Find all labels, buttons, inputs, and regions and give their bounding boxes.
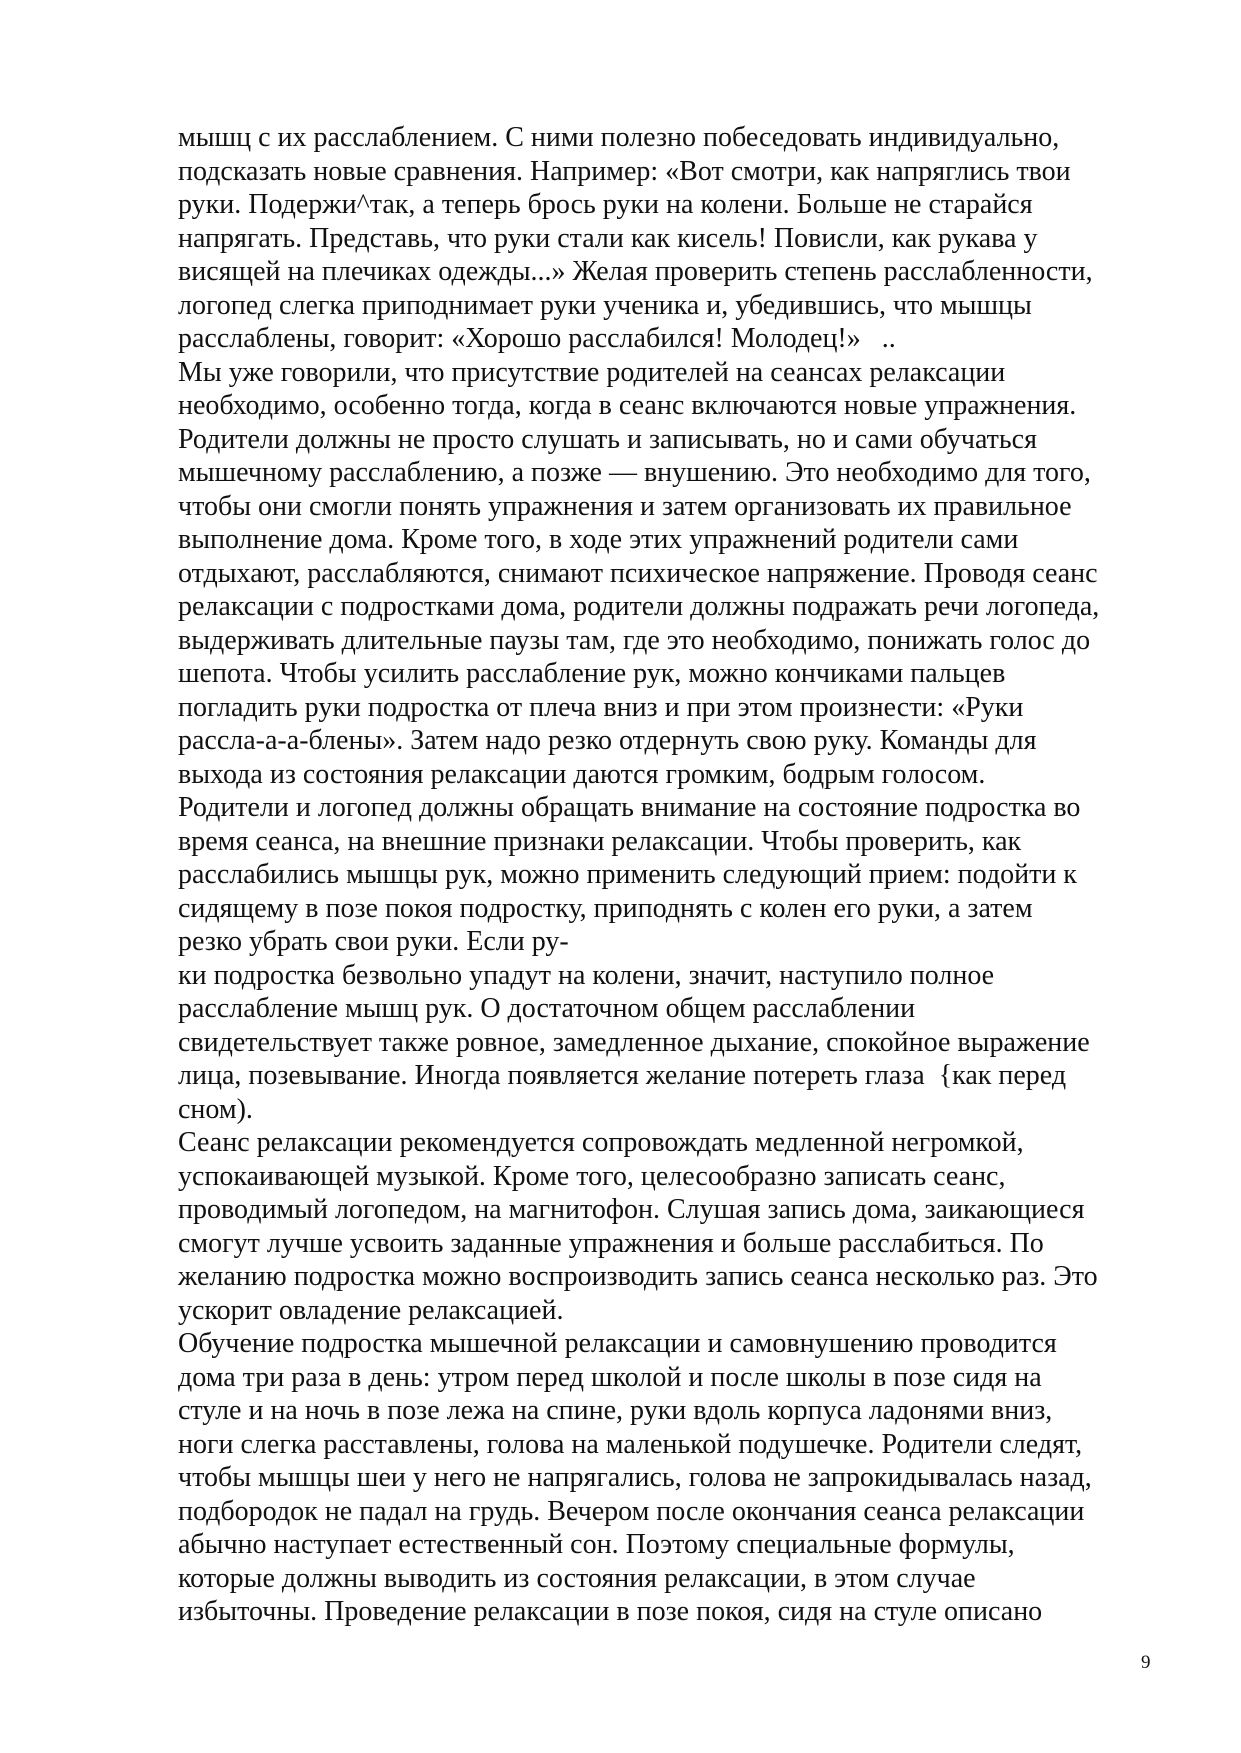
text-line: стуле и на ночь в позе лежа на спине, руки вдоль корпуса ладонями вниз, [178, 1395, 1053, 1426]
text-line: резко убрать свои руки. Если ру- [178, 926, 569, 957]
text-line: ки подростка безвольно упадут на колени, значит, наступило полное [178, 959, 995, 991]
text-line: расслабление мышц рук. О достаточном общем расслаблении [178, 993, 916, 1024]
text-line: рассла-а-а-блены». Затем надо резко отдернуть свою руку. Команды для [178, 725, 1037, 756]
text-line: руки. Подержи^так, а теперь брось руки на колени. Больше не старайся [178, 189, 1033, 220]
text-line: расслаблены, говорит: «Хорошо расслабился! Молодец!» .. [178, 323, 896, 354]
text-line: абычно наступает естественный сон. Поэтому специальные формулы, [178, 1529, 1015, 1560]
text-line: Родители должны не просто слушать и записывать, но и сами обучаться [178, 423, 1037, 455]
text-line: избыточны. Проведение релаксации в позе покоя, сидя на стуле описано [178, 1596, 1043, 1627]
text-line: напрягать. Представь, что руки стали как кисель! Повисли, как рукава у [178, 222, 1038, 254]
text-line: погладить руки подростка от плеча вниз и при этом произнести: «Руки [178, 691, 1024, 723]
text-line: Сеанс релаксации рекомендуется сопровождать медленной негромкой, [178, 1127, 1024, 1158]
text-line: висящей на плечиках одежды...» Желая проверить степень расслабленности, [178, 256, 1093, 287]
text-line: чтобы мышцы шеи у него не напрягались, голова не запрокидывалась назад, [178, 1462, 1092, 1493]
text-line: мышц с их расслаблением. С ними полезно побеседовать индивидуально, [178, 122, 1060, 153]
text-line: Мы уже говорили, что присутствие родителей на сеансах релаксации [178, 356, 1006, 388]
text-line: мышечному расслаблению, а позже — внушению. Это необходимо для того, [178, 457, 1091, 488]
text-line: отдыхают, расслабляются, снимают психическое напряжение. Проводя сеанс [178, 557, 1098, 589]
text-line: выхода из состояния релаксации даются громким, бодрым голосом. [178, 758, 986, 790]
text-line: логопед слегка приподнимает руки ученика и, убедившись, что мышцы [178, 289, 1032, 321]
page-number: 9 [1141, 1652, 1151, 1673]
text-line: выполнение дома. Кроме того, в ходе этих упражнений родители сами [178, 524, 1019, 555]
text-line: расслабились мышцы рук, можно применить следующий прием: подойти к [178, 859, 1077, 890]
text-line: успокаивающей музыкой. Кроме того, целесообразно записать сеанс, [178, 1160, 1006, 1192]
text-line: дома три раза в день: утром перед школой и после школы в позе сидя на [178, 1361, 1042, 1393]
text-line: подбородок не падал на грудь. Вечером после окончания сеанса релаксации [178, 1495, 1085, 1527]
text-line: ноги слегка расставлены, голова на маленькой подушечке. Родители следят, [178, 1428, 1083, 1460]
text-line: Родители и логопед должны обращать внимание на состояние подростка во [178, 792, 1081, 823]
text-line: выдерживать длительные паузы там, где это необходимо, понижать голос до [178, 624, 1091, 656]
text-line: чтобы они смогли понять упражнения и затем организовать их правильное [178, 490, 1072, 522]
text-line: релаксации с подростками дома, родители должны подражать речи логопеда, [178, 591, 1100, 622]
text-line: подсказать новые сравнения. Например: «Вот смотри, как напряглись твои [178, 155, 1071, 187]
text-line: шепота. Чтобы усилить расслабление рук, можно кончиками пальцев [178, 658, 1006, 689]
text-line: сидящему в позе покоя подростку, приподнять с колен его руки, а затем [178, 892, 1033, 924]
text-line: проводимый логопедом, на магнитофон. Слушая запись дома, заикающиеся [178, 1194, 1085, 1225]
text-line: лица, позевывание. Иногда появляется желание потереть глаза {как перед [178, 1060, 1067, 1091]
text-line: время сеанса, на внешние признаки релаксации. Чтобы проверить, как [178, 825, 1022, 857]
body-text [178, 121, 1178, 1629]
text-line: свидетельствует также ровное, замедленное дыхание, спокойное выражение [178, 1026, 1090, 1058]
text-line: желанию подростка можно воспроизводить запись сеанса несколько раз. Это [178, 1261, 1098, 1292]
text-line: Обучение подростка мышечной релаксации и самовнушению проводится [178, 1328, 1057, 1359]
text-line: необходимо, особенно тогда, когда в сеанс включаются новые упражнения. [178, 390, 1077, 421]
text-line: смогут лучше усвоить заданные упражнения и больше расслабиться. По [178, 1227, 1044, 1259]
text-line: сном). [178, 1093, 253, 1125]
text-line: которые должны выводить из состояния релаксации, в этом случае [178, 1562, 976, 1594]
text-line: ускорит овладение релаксацией. [178, 1294, 564, 1326]
